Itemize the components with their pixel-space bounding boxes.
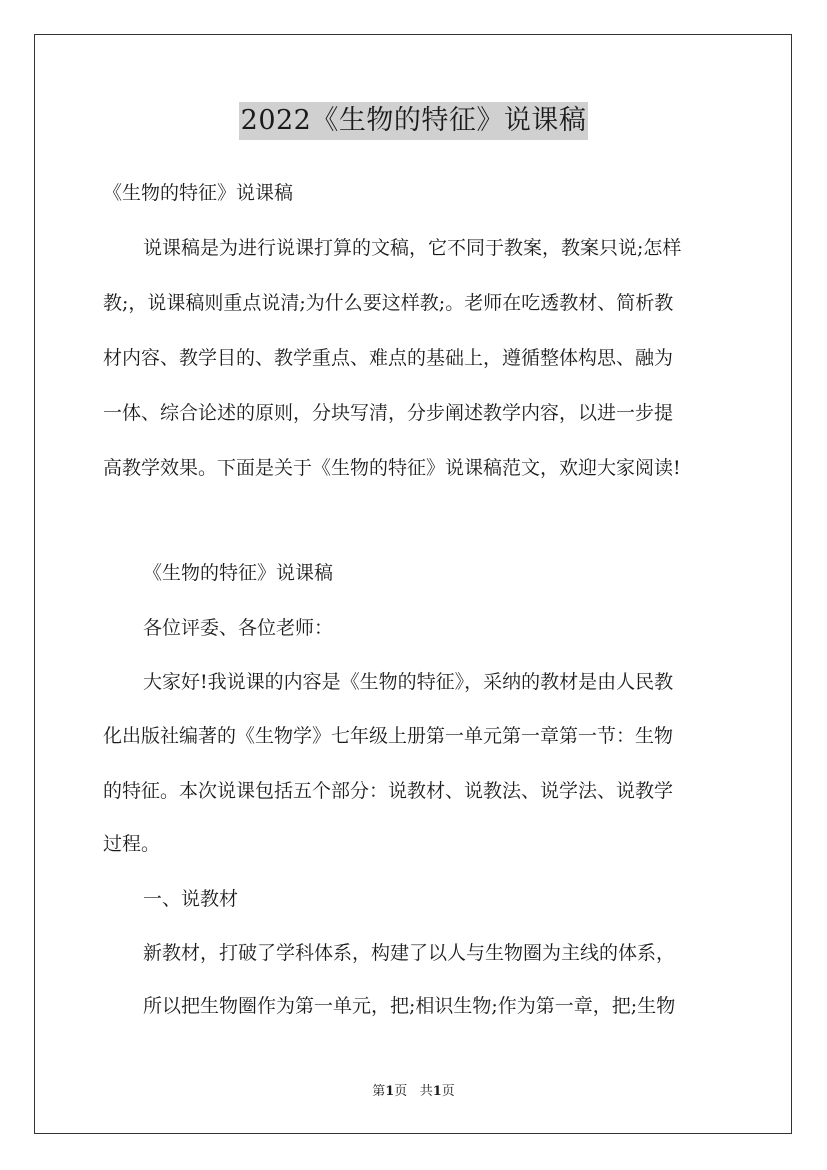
footer-page-total: 1 (432, 1084, 442, 1099)
intro-line-3: 材内容、教学目的、教学重点、难点的基础上，遵循整体构思、融为 (103, 347, 674, 369)
body-line-2: 化出版社编著的《生物学》七年级上册第一单元第一章第一节：生物 (103, 725, 674, 747)
page-footer (0, 1083, 827, 1101)
intro-line-4: 一体、综合论述的原则，分块写清，分步阐述教学内容，以进一步提 (103, 402, 674, 424)
body-line-3: 的特征。本次说课包括五个部分：说教材、说教法、说学法、说教学 (103, 780, 674, 802)
material-line-1: 新教材，打破了学科体系，构建了以人与生物圈为主线的体系， (143, 942, 676, 964)
footer-total-suffix: 页 (441, 1084, 455, 1099)
intro-line-5: 高教学效果。下面是关于《生物的特征》说课稿范文，欢迎大家阅读! (103, 457, 681, 479)
footer-page-current: 1 (385, 1084, 395, 1099)
footer-page-suffix: 页 (394, 1084, 408, 1099)
body-line-1: 大家好!我说课的内容是《生物的特征》，采纳的教材是由人民教 (143, 671, 674, 693)
intro-line-2: 教;，说课稿则重点说清;为什么要这样教;。老师在吃透教材、简析教 (103, 292, 674, 314)
document-title-text: 2022《生物的特征》说课稿 (239, 102, 589, 140)
greeting: 各位评委、各位老师： (143, 617, 334, 639)
footer-page-prefix: 第 (372, 1084, 386, 1099)
intro-line-1: 说课稿是为进行说课打算的文稿，它不同于教案，教案只说;怎样 (143, 237, 682, 259)
material-line-2: 所以把生物圈作为第一单元，把;相识生物;作为第一章，把;生物 (143, 995, 676, 1017)
heading-one: 一、说教材 (143, 888, 239, 910)
body-line-4: 过程。 (103, 833, 161, 855)
document-subtitle: 《生物的特征》说课稿 (103, 182, 294, 204)
section-title: 《生物的特征》说课稿 (143, 562, 334, 584)
footer-total-prefix: 共 (419, 1084, 433, 1099)
document-title (0, 102, 827, 140)
